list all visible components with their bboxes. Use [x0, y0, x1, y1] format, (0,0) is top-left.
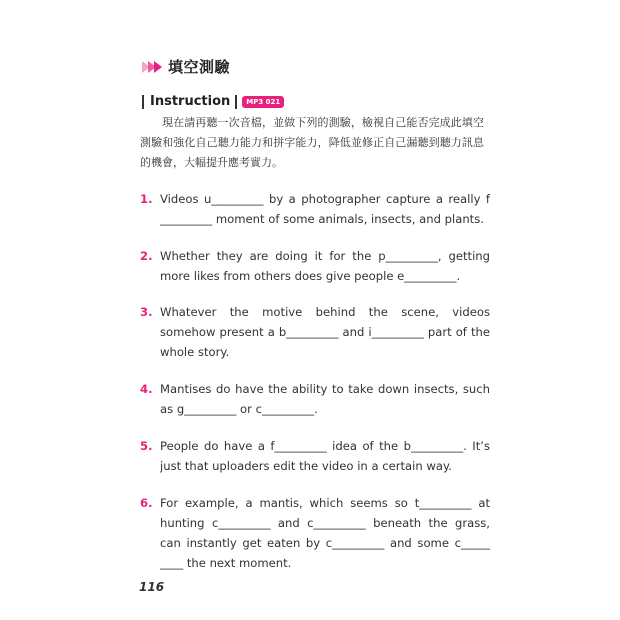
divider-bar	[142, 95, 144, 109]
instruction-label: Instruction	[150, 94, 231, 109]
page-number: 116	[139, 580, 165, 594]
double-arrow-icon	[142, 60, 164, 74]
instruction-heading	[142, 94, 284, 109]
question-number: 1.	[140, 192, 153, 206]
divider-bar	[235, 95, 237, 109]
question-text: For example, a mantis, which seems so t_________ at hunting c_________ and c_________ beneath the grass, can instantly get eaten by c_________ and some c_____ ____ the next moment.	[160, 496, 494, 570]
question-number: 4.	[140, 382, 153, 396]
question-number: 3.	[140, 305, 153, 319]
question-text: People do have a f_________ idea of the b_________. It’s just that uploaders edit the video in a certain way.	[160, 439, 494, 473]
question-item	[140, 189, 494, 229]
question-text: Mantises do have the ability to take down insects, such as g_________ or c_________.	[160, 382, 494, 416]
question-text: Whether they are doing it for the p_________, getting more likes from others does give people e_________.	[160, 249, 494, 283]
question-item	[140, 246, 494, 286]
question-text: Whatever the motive behind the scene, videos somehow present a b_________ and i_________ part of the whole story.	[160, 305, 494, 359]
question-item	[140, 493, 494, 573]
section-title: 填空測驗	[168, 58, 231, 76]
question-number: 5.	[140, 439, 153, 453]
question-item	[140, 379, 494, 419]
question-text: Videos u_________ by a photographer capture a really f _________ moment of some animals, insects, and plants.	[160, 192, 494, 226]
question-number: 6.	[140, 496, 153, 510]
instruction-text: 現在請再聽一次音檔，並做下列的測驗，檢視自己能否完成此填空測驗和強化自己聽力能力和拼字能力，降低並修正自己漏聽到聽力訊息的機會，大幅提升應考實力。	[140, 116, 484, 169]
section-header	[142, 56, 230, 77]
question-number: 2.	[140, 249, 153, 263]
question-item	[140, 436, 494, 476]
mp3-badge: MP3 021	[242, 96, 284, 108]
question-item	[140, 302, 494, 362]
